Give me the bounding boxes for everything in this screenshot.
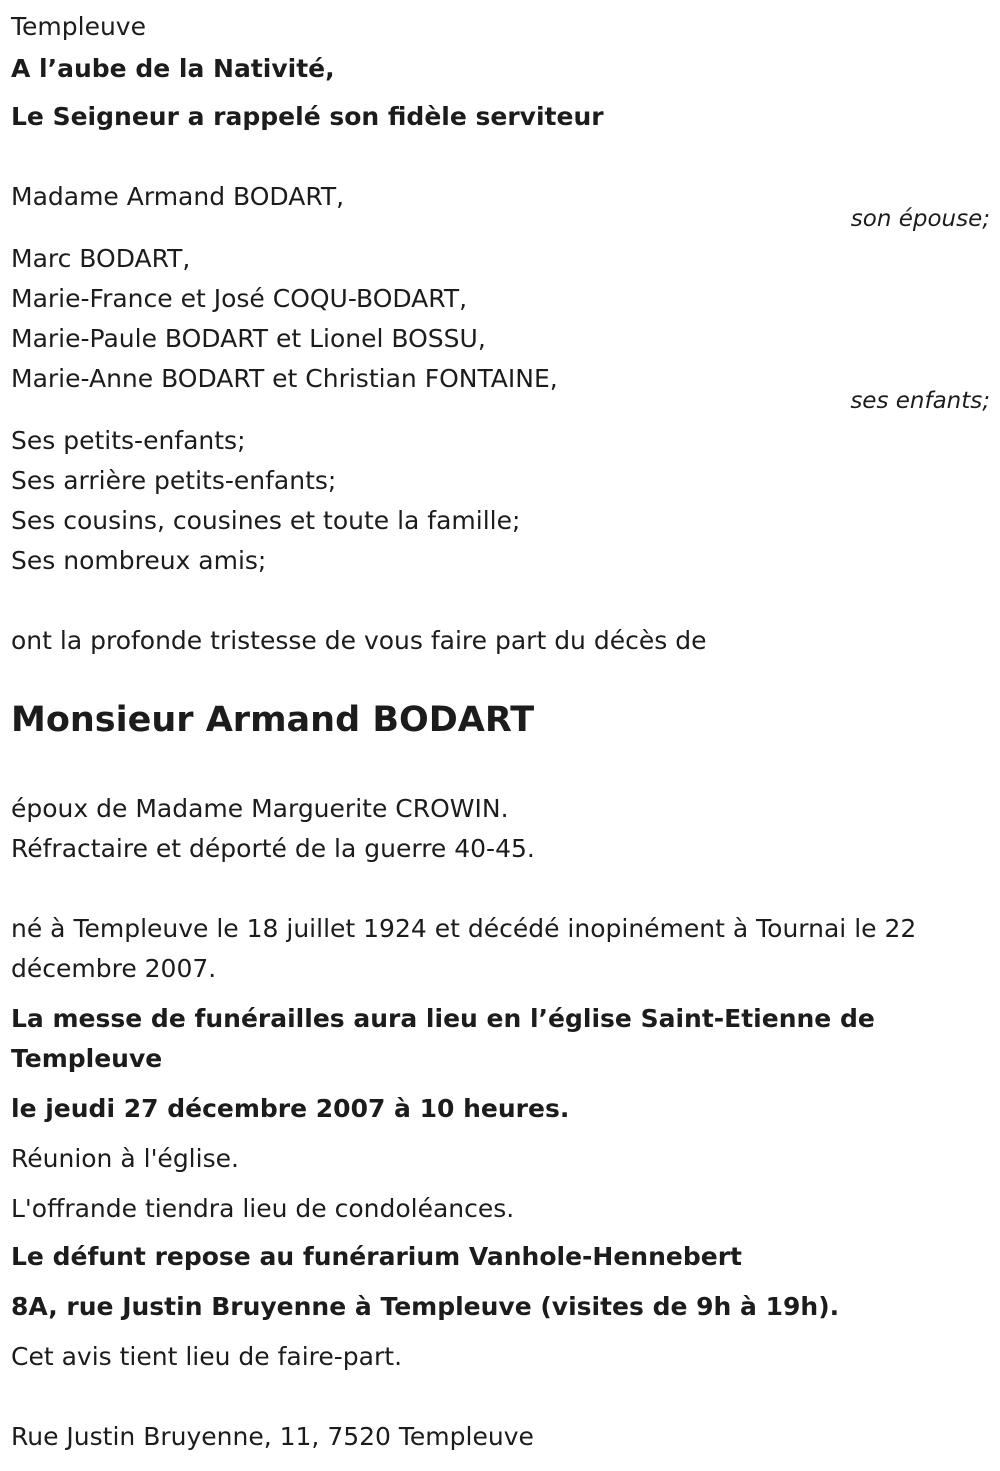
birth-death-line-2: décembre 2007.: [11, 954, 217, 983]
spouse-name: Madame Armand BODART,: [11, 182, 345, 211]
mass-line-1: La messe de funérailles aura lieu en l’église Saint-Etienne de: [11, 1004, 875, 1033]
intro-line-1: A l’aube de la Nativité,: [11, 54, 335, 83]
relatives-1: Ses petits-enfants;: [11, 426, 246, 455]
spouse-of-text: époux de Madame Marguerite CROWIN.: [11, 794, 509, 823]
relatives-2: Ses arrière petits-enfants;: [11, 466, 337, 495]
address-footer: Rue Justin Bruyenne, 11, 7520 Templeuve: [11, 1422, 534, 1451]
location-header: Templeuve: [11, 12, 146, 41]
child-3: Marie-Paule BODART et Lionel BOSSU,: [11, 324, 486, 353]
funerarium-line-2: 8A, rue Justin Bruyenne à Templeuve (visites de 9h à 19h).: [11, 1292, 840, 1321]
meeting-text: Réunion à l'église.: [11, 1144, 239, 1173]
relatives-3: Ses cousins, cousines et toute la famille;: [11, 506, 521, 535]
children-role: ses enfants;: [850, 388, 990, 414]
relatives-4: Ses nombreux amis;: [11, 546, 267, 575]
spouse-role: son épouse;: [850, 206, 990, 232]
mass-line-2: Templeuve: [11, 1044, 163, 1073]
ceremony-date: le jeudi 27 décembre 2007 à 10 heures.: [11, 1094, 570, 1123]
birth-death-line-1: né à Templeuve le 18 juillet 1924 et décédé inopinément à Tournai le 22: [11, 914, 917, 943]
funerarium-line-1: Le défunt repose au funérarium Vanhole-Hennebert: [11, 1242, 742, 1271]
war-note: Réfractaire et déporté de la guerre 40-45.: [11, 834, 535, 863]
offering-text: L'offrande tiendra lieu de condoléances.: [11, 1194, 515, 1223]
notice-text: Cet avis tient lieu de faire-part.: [11, 1342, 403, 1371]
intro-line-2: Le Seigneur a rappelé son fidèle serviteur: [11, 102, 604, 131]
child-4: Marie-Anne BODART et Christian FONTAINE,: [11, 364, 558, 393]
deceased-name: Monsieur Armand BODART: [11, 700, 535, 740]
child-1: Marc BODART,: [11, 244, 191, 273]
announcement-text: ont la profonde tristesse de vous faire part du décès de: [11, 626, 707, 655]
child-2: Marie-France et José COQU-BODART,: [11, 284, 468, 313]
